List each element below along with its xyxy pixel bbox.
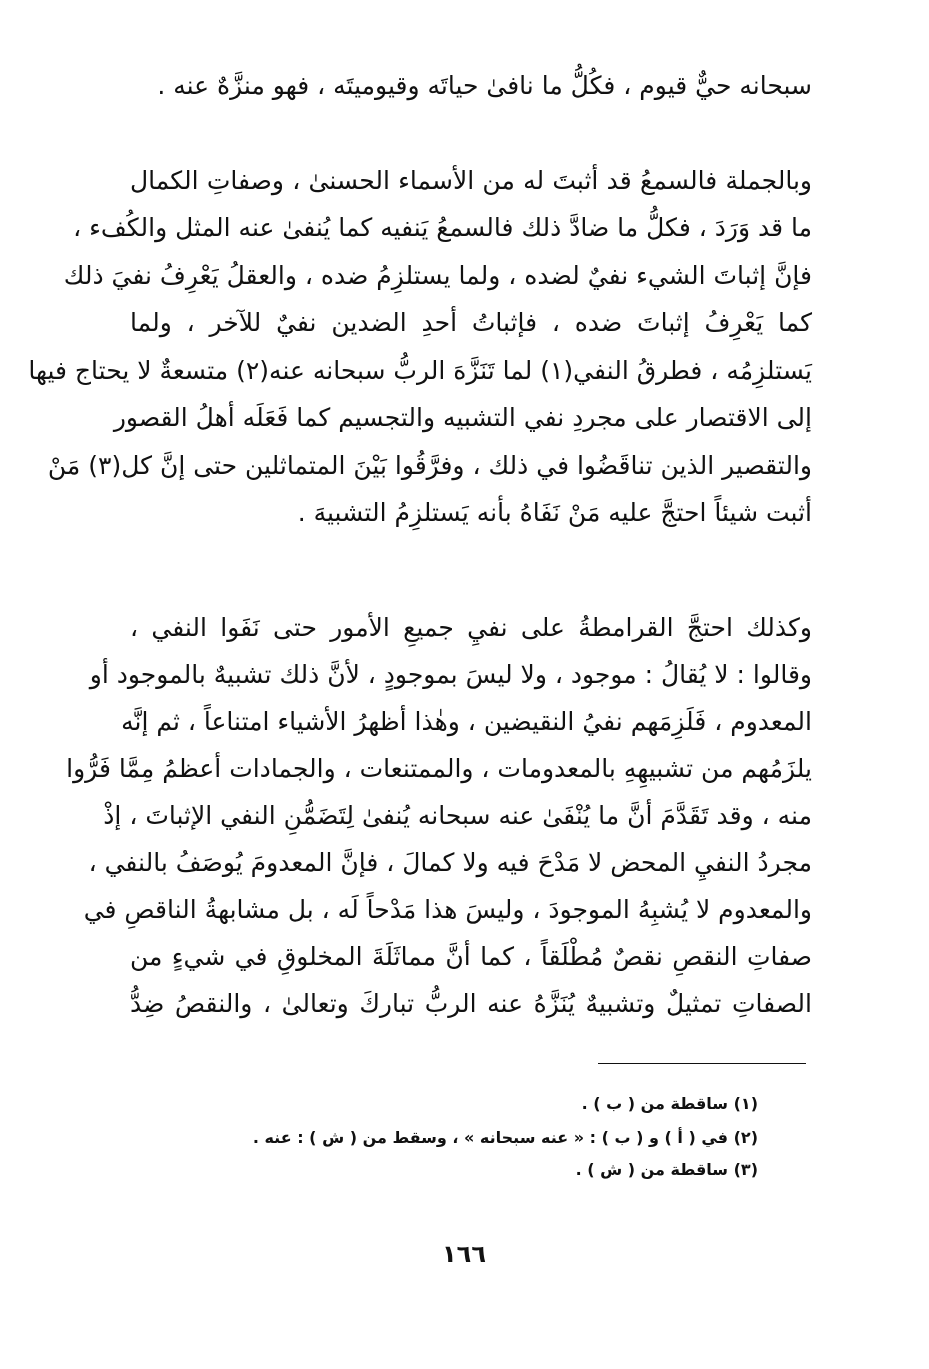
paragraph-1-line: وبالجملة فالسمعُ قد أثبتَ له من الأسماء الحسنىٰ ، وصفاتِ الكمال	[130, 166, 812, 195]
paragraph-2-line: الصفاتِ تمثيلٌ وتشبيهٌ يُنَزَّهُ عنه الربُّ تباركَ وتعالىٰ ، والنقصُ ضِدُّ	[130, 989, 812, 1018]
footnote-2: (٢) في ( أ ) و ( ب ) : « عنه سبحانه » ، وسقط من ( ش ) : عنه .	[252, 1128, 758, 1147]
paragraph-2-line: صفاتِ النقصِ نقصٌ مُطْلَقاً ، كما أنَّ مماثَلَةَ المخلوقِ في شيءٍ من	[130, 942, 812, 971]
footnote-3: (٣) ساقطة من ( ش ) .	[575, 1160, 758, 1179]
text-line-top: سبحانه حيٌّ قيوم ، فكُلُّ ما نافىٰ حياتَه وقيوميتَه ، فهو منزَّهٌ عنه .	[157, 71, 812, 100]
paragraph-1-line: أثبت شيئاً احتجَّ عليه مَنْ نَفَاهُ بأنه يَستلزِمُ التشبيهَ .	[297, 498, 812, 527]
paragraph-1-line: ما قد وَرَدَ ، فكلُّ ما ضادَّ ذلك فالسمعُ يَنفيه كما يُنفىٰ عنه المثل والكُفء ،	[73, 213, 812, 242]
paragraph-1-line: يَستلزِمُه ، فطرقُ النفي(١) لما تَنَزَّهَ الربُّ سبحانه عنه(٢) متسعةٌ لا يحتاج فيها	[28, 356, 812, 385]
page-number: ١٦٦	[442, 1240, 486, 1268]
footnote-separator	[598, 1063, 806, 1064]
paragraph-1-line: فإنَّ إثباتَ الشيء نفيٌ لضده ، ولما يستلزِمُ ضده ، والعقلُ يَعْرِفُ نفيَ ذلك	[63, 261, 812, 290]
paragraph-2-line: وكذلك احتجَّ القرامطةُ على نفيِ جميعِ الأمور حتى نَفَوا النفي ،	[130, 613, 812, 642]
paragraph-2-line: المعدوم ، فَلَزِمَهم نفيُ النقيضين ، وهٰذا أظهرُ الأشياء امتناعاً ، ثم إنَّه	[121, 707, 812, 736]
paragraph-2-line: وقالوا : لا يُقالُ : موجود ، ولا ليسَ بموجودٍ ، لأنَّ ذلك تشبيهٌ بالموجود أو	[89, 660, 812, 689]
footnote-1: (١) ساقطة من ( ب ) .	[581, 1094, 758, 1113]
paragraph-1-line: كما يَعْرِفُ إثباتَ ضده ، فإثباتُ أحدِ الضدين نفيٌ للآخر ، ولما	[130, 308, 812, 337]
paragraph-2-line: يلزَمُهم من تشبيهِهِ بالمعدومات ، والممتنعات ، والجمادات أعظمُ مِمَّا فَرُّوا	[66, 754, 812, 783]
paragraph-2-line: منه ، وقد تَقَدَّمَ أنَّ ما يُنْفَىٰ عنه سبحانه يُنفىٰ لِتَضَمُّنِ النفي الإثباتَ ، إذْ	[103, 801, 812, 830]
paragraph-2-line: مجردُ النفيِ المحض لا مَدْحَ فيه ولا كمالَ ، فإنَّ المعدومَ يُوصَفُ بالنفي ،	[88, 848, 812, 877]
paragraph-1-line: والتقصير الذين تناقَضُوا في ذلك ، وفرَّقُوا بَيْنَ المتماثلين حتى إنَّ كل(٣) مَنْ	[47, 451, 812, 480]
paragraph-2-line: والمعدوم لا يُشبِهُ الموجودَ ، وليسَ هذا مَدْحاً لَه ، بل مشابهةُ الناقصِ في	[83, 895, 812, 924]
paragraph-1-line: إلى الاقتصار على مجردِ نفي التشبيه والتجسيم كما فَعَلَه أهلُ القصور	[113, 403, 812, 432]
